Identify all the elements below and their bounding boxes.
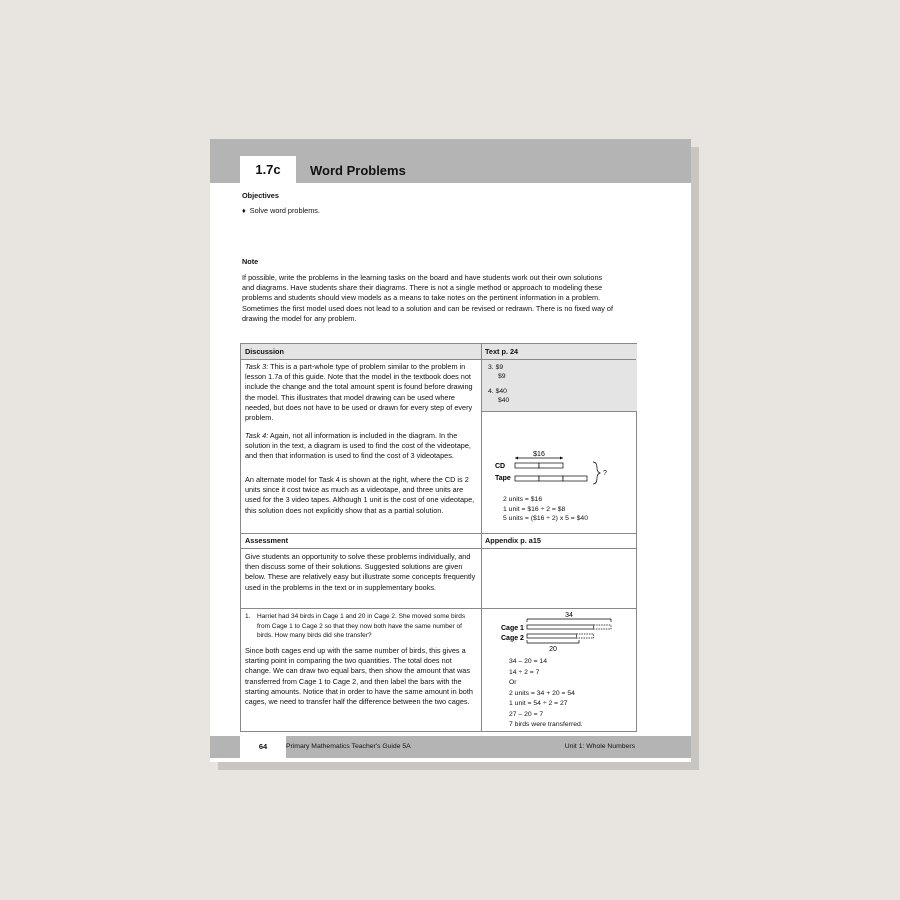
cd-total-label: $16 — [533, 451, 545, 458]
answer-3 — [488, 363, 506, 381]
cd-label: CD — [495, 463, 506, 470]
document-page — [210, 139, 691, 762]
cage2-total-label: 20 — [549, 646, 557, 653]
assessment-heading: Assessment — [245, 536, 288, 545]
cage1-total-label: 34 — [565, 612, 573, 619]
cage-solution — [509, 657, 583, 731]
tape-bar-unit — [539, 476, 563, 481]
note-heading: Note — [242, 257, 259, 266]
lesson-table — [240, 343, 637, 732]
solution-line: 27 – 20 = 7 — [509, 710, 544, 718]
row-divider — [241, 548, 636, 549]
note-text: If possible, write the problems in the learning tasks on the board and have students work out their own solutions and diagrams. Have students share their diagrams. There is not a single method or approach to modeling these problems and students should view models as a means to take notes on the pertinent information in a problem. Sometimes the first model used does not lead to a solution and can be revised or redrawn. There is no fixed way of drawing the model for any problem. — [242, 273, 613, 323]
unit-title: Unit 1: Whole Numbers — [564, 743, 635, 750]
solution-line: 2 units = 34 + 20 = 54 — [509, 689, 575, 697]
arrow-head — [560, 457, 563, 460]
cage1-kept — [527, 625, 594, 629]
cd-tape-steps — [503, 495, 588, 524]
cd-bar-unit — [539, 463, 563, 468]
page-number: 64 — [240, 736, 286, 758]
appendix-reference: Appendix p. a15 — [485, 536, 541, 545]
text-reference: Text p. 24 — [485, 347, 519, 356]
assessment-explanation: Since both cages end up with the same number of birds, this gives a starting point in comparing the two quantities. The total does not change. We can draw two equal bars, then show the amount that was transferred from Cage 1 to Cage 2, and then label the bars with the starting amounts. Notice that in order to have the same amount in both cages, we need to transfer half the difference between the two cages. — [245, 646, 473, 707]
cage-diagram — [499, 608, 633, 654]
answer-number: 4. — [488, 388, 494, 395]
solution-line: 34 – 20 = 14 — [509, 658, 547, 665]
cage2-label: Cage 2 — [501, 635, 524, 642]
cage1-transferred — [594, 625, 611, 629]
step-line: 1 unit = $16 ÷ 2 = $8 — [503, 505, 566, 513]
solution-line: 1 unit = 54 ÷ 2 = 27 — [509, 700, 568, 707]
lesson-number: 1.7c — [240, 156, 296, 183]
alternate-model-paragraph: An alternate model for Task 4 is shown at the right, where the CD is 2 units since it cost twice as much as a videotape, and three units are used for the 3 video tapes. Although 1 unit is the cost of one videotape, this solution does not explicitly show that as a partial solution. — [245, 475, 475, 515]
book-title: Primary Mathematics Teacher's Guide 5A — [286, 743, 411, 750]
row-divider — [241, 533, 636, 534]
solution-line: 7 birds were transferred. — [509, 721, 583, 728]
tape-label: Tape — [495, 475, 511, 482]
solution-line: Or — [509, 679, 517, 686]
column-divider — [481, 344, 482, 731]
cd-bar-unit — [515, 463, 539, 468]
step-line: 2 units = $16 — [503, 496, 543, 503]
objective-item — [242, 206, 320, 216]
cage2-received — [576, 634, 593, 638]
task4-paragraph — [245, 431, 478, 462]
task3-label: Task 3: — [245, 362, 269, 371]
assessment-intro: Give students an opportunity to solve these problems individually, and then discuss some of their solutions. Suggested solutions are given below. These are relatively easy but illustrate some concepts frequently used in the problems in the text or in supplementary books. — [245, 552, 476, 592]
lesson-title: Word Problems — [310, 163, 406, 178]
cage2-bar — [527, 634, 594, 638]
answer-number: 3. — [488, 364, 494, 371]
problem-text: Harriet had 34 birds in Cage 1 and 20 in Cage 2. She moved some birds from Cage 1 to Cage 2 so that they now both have the same number of birds. How many birds did she transfer? — [257, 613, 466, 640]
cage1-bar — [527, 625, 611, 629]
task3-paragraph — [245, 362, 478, 423]
row-divider — [241, 359, 636, 360]
arrow-head — [515, 457, 518, 460]
brace-icon — [593, 462, 600, 484]
cd-bar — [515, 463, 563, 468]
solution-line: 14 ÷ 2 = 7 — [509, 668, 540, 676]
answer-line: $9 — [495, 364, 504, 371]
task4-label: Task 4: — [245, 431, 269, 440]
answer-4 — [488, 387, 509, 405]
tape-bar-unit — [515, 476, 539, 481]
answer-line: $40 — [498, 397, 510, 404]
tape-bar — [515, 476, 587, 481]
task4-text: Again, not all information is included in the diagram. In the solution in the text, a diagram is used to find the cost of the videotape, and then that information is used to find the cost of 3 videotapes. — [245, 431, 471, 461]
cage2-original — [527, 634, 576, 638]
discussion-heading: Discussion — [245, 347, 284, 356]
question-mark: ? — [603, 470, 607, 477]
tape-bar-unit — [563, 476, 587, 481]
objective-text: Solve word problems. — [249, 206, 320, 215]
row-divider — [481, 411, 637, 412]
step-line: 5 units = ($16 ÷ 2) x 5 = $40 — [503, 515, 588, 523]
answer-line: $9 — [498, 373, 506, 380]
task3-text: This is a part-whole type of problem similar to the problem in lesson 1.7a of this guide. Note that the model in the textbook does not include the change and the total amount spent is found before drawing the model. This illustrates that model drawing can be used where needed, but does not have to be used or drawn for every step of every problem. — [245, 362, 473, 423]
cage1-label: Cage 1 — [501, 625, 524, 632]
problem-number: 1. — [245, 613, 251, 620]
objectives-heading: Objectives — [242, 191, 279, 200]
cd-tape-diagram — [493, 451, 633, 497]
bullet-icon: ♦ — [242, 206, 246, 215]
answer-line: $40 — [495, 388, 507, 395]
